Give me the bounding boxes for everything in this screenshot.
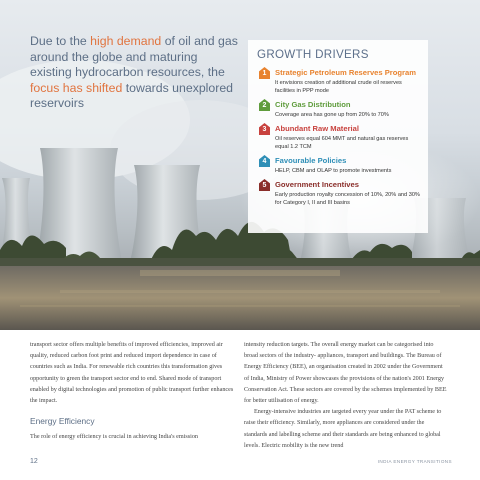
growth-drivers-list	[257, 68, 420, 207]
growth-drivers-panel	[248, 40, 428, 233]
growth-driver-name: Government Incentives	[275, 180, 359, 189]
headline-text: of oil and gas around the globe and maturing existing hydrocarbon resources, the	[30, 34, 238, 80]
body-column-right	[244, 340, 448, 452]
house-number-icon: 1	[259, 67, 270, 79]
house-number-icon: 2	[259, 99, 270, 111]
growth-driver-description: HELP, CBM and OLAP to promote investments	[275, 168, 392, 174]
headline	[30, 34, 240, 112]
body-paragraph: Energy-intensive industries are targeted every year under the PAT scheme to raise their efficiency. Similarly, more appliances are considered under the standards and labelling scheme and their standards are being enhanced to global levels. Electric mobility is the new trend	[244, 409, 442, 449]
headline-highlight: high demand	[90, 34, 162, 48]
growth-driver-description: Oil reserves equal 604 MMT and natural gas reserves equal 1.2 TCM	[275, 136, 409, 150]
growth-driver-name: Abundant Raw Material	[275, 124, 359, 133]
growth-drivers-title: GROWTH DRIVERS	[257, 48, 369, 61]
growth-driver-item	[257, 68, 420, 95]
growth-driver-name: Favourable Policies	[275, 156, 347, 165]
growth-driver-description: It envisions creation of additional crude oil reserves facilities in PPP mode	[275, 80, 402, 94]
growth-driver-item	[257, 100, 420, 119]
body-column-left	[30, 340, 238, 443]
house-number-icon: 3	[259, 123, 270, 135]
footer-title: INDIA ENERGY TRANSITIONS	[377, 459, 452, 464]
growth-driver-item	[257, 156, 420, 175]
body-paragraph: transport sector offers multiple benefits of improved efficiencies, improved air quality, reduced carbon foot print and reduced import dependence in case of countries such as India. For renewable rich countries this transformation gives opportunity to green the transport sector end to end. Shared mode of transport enabled by digital technologies and promotion of public transport further enhances the impact.	[30, 342, 234, 405]
house-number-icon: 5	[259, 179, 270, 191]
body-paragraph: The role of energy efficiency is crucial in achieving India's emission	[30, 434, 198, 441]
growth-driver-description: Coverage area has gone up from 20% to 70%	[275, 112, 389, 118]
house-number-icon: 4	[259, 155, 270, 167]
body-paragraph: intensity reduction targets. The overall energy market can be categorised into broad sectors of the industry- appliances, transport and buildings. The Bureau of Energy Efficiency (BEE), an organisation created in 2002 under the Government of India, Ministry of Power showcases the provisions of the nation's 2001 Energy Conservation Act. These sectors are covered by the schemes implemented by BEE for better utilisation of energy.	[244, 342, 447, 405]
water-reflection	[140, 270, 340, 276]
growth-driver-item	[257, 124, 420, 151]
growth-driver-name: Strategic Petroleum Reserves Program	[275, 68, 416, 77]
growth-driver-item	[257, 180, 420, 207]
headline-highlight: focus has shifted	[30, 80, 123, 95]
water-reflection	[20, 305, 460, 307]
water-reflection	[60, 290, 440, 293]
page-number: 12	[30, 458, 38, 465]
growth-driver-name: City Gas Distribution	[275, 100, 351, 109]
section-heading: Energy Efficiency	[30, 416, 95, 427]
headline-text: Due to the	[30, 34, 91, 48]
growth-driver-description: Early production royalty concession of 10%, 20% and 30% for Category I, II and III basins	[275, 192, 420, 206]
headline-text: towards unexplored reservoirs	[30, 80, 234, 111]
